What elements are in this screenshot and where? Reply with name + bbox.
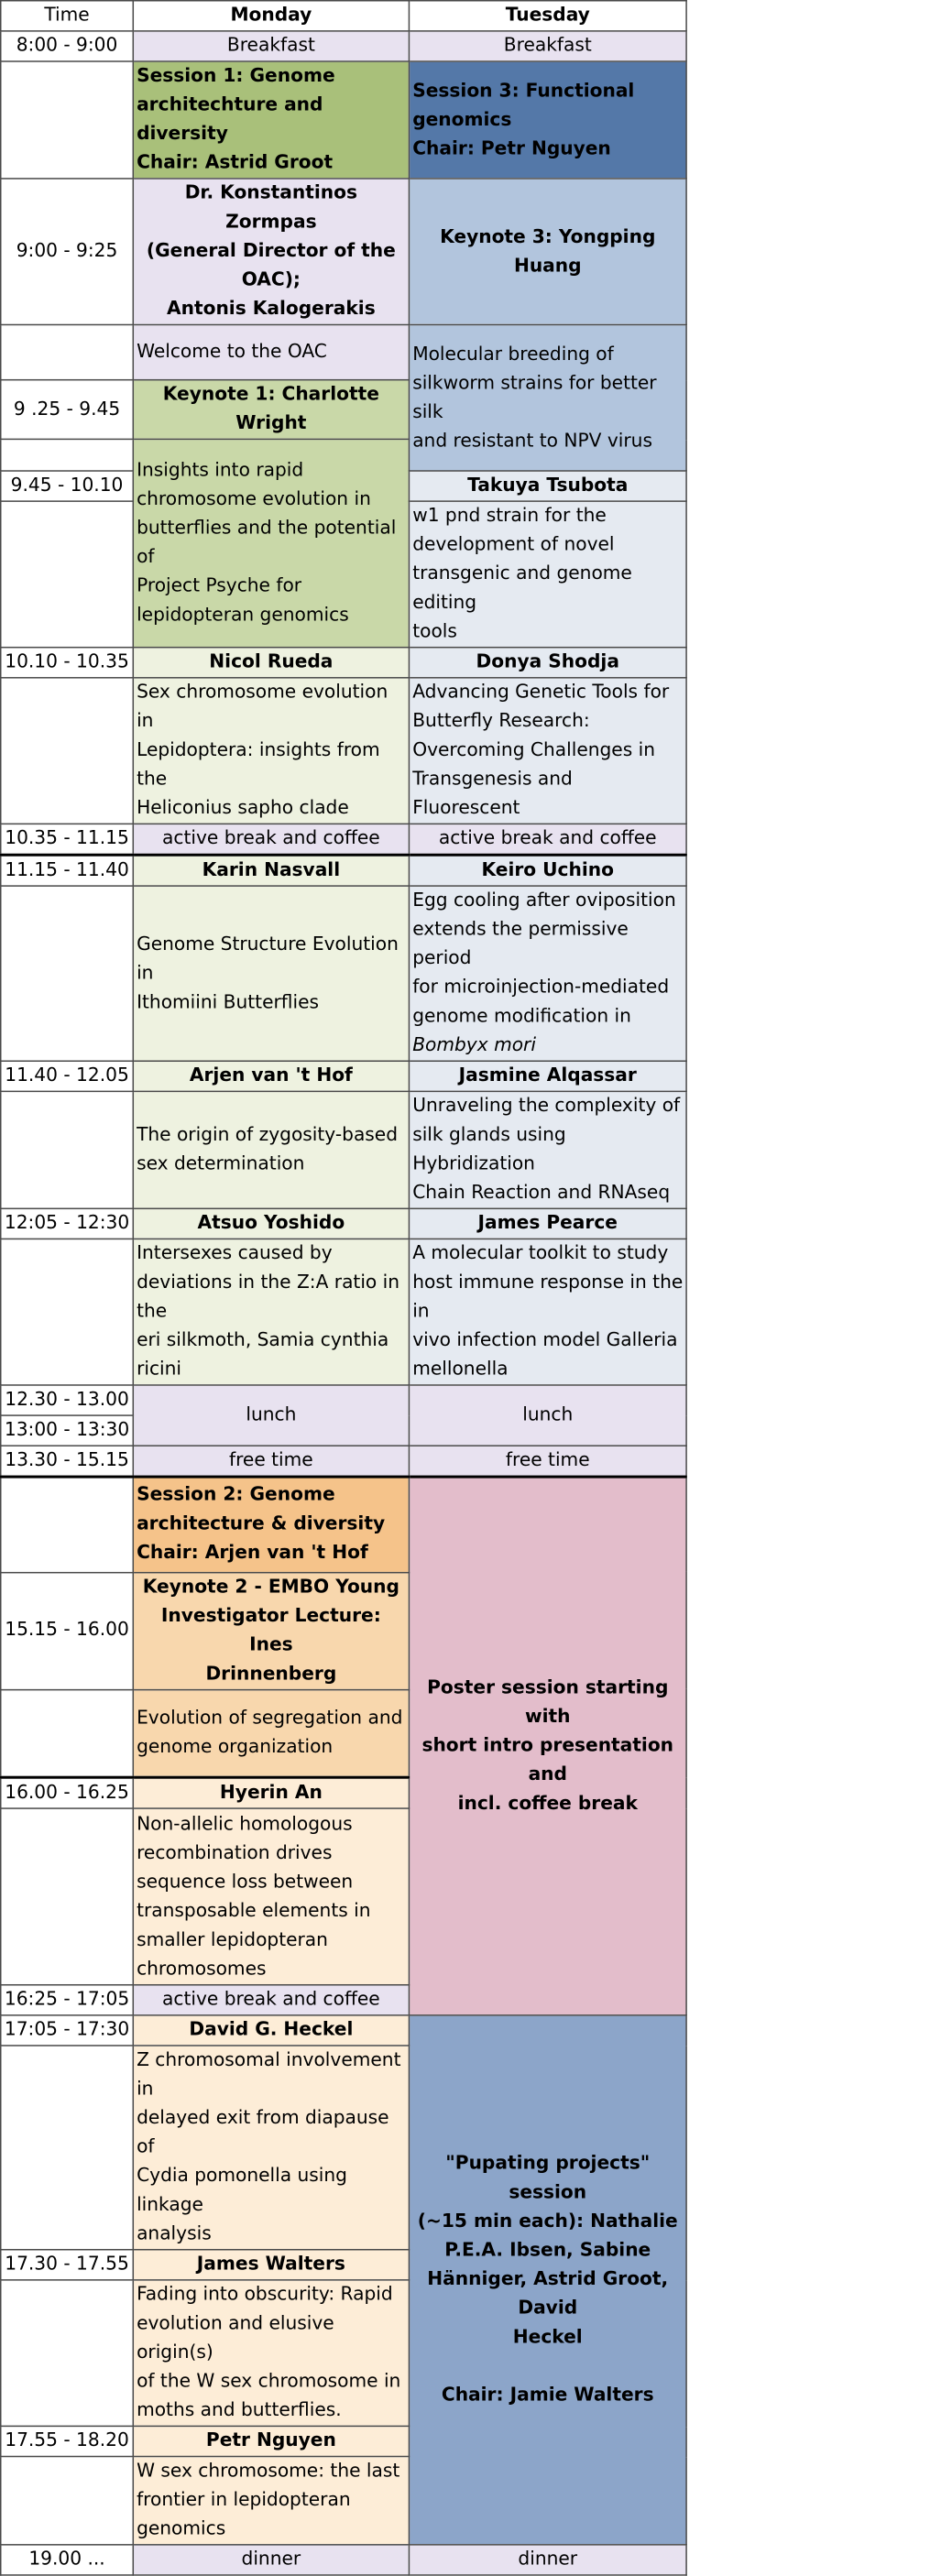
schedule-row [1, 855, 686, 886]
talk-line: for microinjection-mediated [412, 977, 670, 999]
talk-line: smaller lepidopteran [137, 1929, 328, 1951]
talk-line: moths and butterflies. [137, 2400, 342, 2422]
monday-welcome-speakers [133, 179, 409, 325]
monday-free-time: free time [133, 1446, 409, 1477]
talk-line: Evolution of segregation and [137, 1708, 403, 1730]
talk-line: Advancing Genetic Tools for [412, 682, 670, 704]
talk-line: silkworm strains for better silk [412, 373, 657, 423]
talk-line: Genome Structure Evolution in [137, 933, 399, 984]
session3-chair: Chair: Petr Nguyen [412, 138, 611, 159]
pupating-projects-session [409, 2015, 686, 2545]
monday-talk-title [133, 1091, 409, 1208]
session2-header [133, 1477, 409, 1572]
tuesday-speaker: Takuya Tsubota [409, 471, 686, 501]
session3-header [409, 61, 686, 179]
schedule-row [1, 1208, 686, 1239]
monday-keynote2 [133, 1572, 409, 1689]
monday-lunch: lunch [133, 1385, 409, 1446]
talk-line: eri silkmoth, Samia cynthia [137, 1330, 389, 1352]
talk-line: Z chromosomal involvement in [137, 2050, 401, 2101]
talk-line: chromosome evolution in [137, 489, 371, 510]
time-cell: 16.00 - 16.25 [1, 1777, 134, 1808]
monday-talk-title [133, 2457, 409, 2545]
talk-line: mellonella [412, 1359, 509, 1381]
talk-line: evolution and elusive origin(s) [137, 2313, 334, 2363]
talk-line: Chain Reaction and RNAseq [412, 1183, 671, 1205]
tuesday-speaker: James Pearce [409, 1208, 686, 1239]
schedule-row [1, 1385, 686, 1415]
tuesday-speaker: Donya Shodja [409, 648, 686, 678]
talk-line: extends the permissive period [412, 919, 629, 970]
time-cell-empty [1, 678, 134, 824]
time-cell-empty [1, 1239, 134, 1385]
time-cell: 8:00 - 9:00 [1, 31, 134, 61]
tuesday-talk-title [409, 1239, 686, 1385]
talk-line: Overcoming Challenges in [412, 740, 656, 761]
time-cell: 12.30 - 13.00 [1, 1385, 134, 1415]
session1-chair: Chair: Astrid Groot [137, 153, 334, 174]
pupating-line: "Pupating projects" session [445, 2154, 651, 2204]
monday-welcome-title: Welcome to the OAC [133, 324, 409, 379]
talk-line: A molecular toolkit to study [412, 1243, 669, 1265]
talk-line: The origin of zygosity-based [137, 1125, 399, 1146]
monday-speaker: Hyerin An [133, 1777, 409, 1808]
talk-line: Unraveling the complexity of [412, 1096, 681, 1118]
talk-line: Cydia pomonella using linkage [137, 2166, 347, 2216]
pupating-line: (~15 min each): Nathalie [417, 2211, 678, 2232]
talk-line: lepidopteran genomics [137, 605, 349, 627]
monday-talk-title [133, 886, 409, 1061]
speaker-line: Dr. Konstantinos Zormpas [184, 183, 358, 234]
header-time: Time [1, 1, 134, 31]
monday-talk-title [133, 1689, 409, 1777]
talk-line: Non-allelic homologous [137, 1814, 353, 1835]
pupating-line: Heckel [512, 2327, 583, 2349]
pupating-line: P.E.A. Ibsen, Sabine [444, 2240, 651, 2262]
schedule-row [1, 179, 686, 325]
monday-coffee-break: active break and coffee [133, 1985, 409, 2015]
time-cell-empty [1, 2046, 134, 2250]
tuesday-talk-title [409, 886, 686, 1061]
monday-speaker: Nicol Rueda [133, 648, 409, 678]
time-cell: 17.55 - 18.20 [1, 2426, 134, 2456]
tuesday-keynote3: Keynote 3: Yongping Huang [409, 179, 686, 325]
time-cell-empty [1, 2457, 134, 2545]
header-row [1, 1, 686, 31]
talk-line: genomics [137, 2519, 226, 2540]
speaker-line: Antonis Kalogerakis [167, 299, 376, 321]
talk-line: butterflies and the potential of [137, 518, 397, 569]
schedule-row [1, 1061, 686, 1091]
monday-breakfast: Breakfast [133, 31, 409, 61]
time-cell: 10.10 - 10.35 [1, 648, 134, 678]
time-cell-empty [1, 1808, 134, 1985]
tuesday-talk-title [409, 1091, 686, 1208]
monday-talk-title [133, 678, 409, 824]
keynote-line: Keynote 2 - EMBO Young [142, 1577, 399, 1598]
session2-line1: Session 2: Genome [137, 1485, 335, 1507]
talk-line: Insights into rapid [137, 460, 304, 482]
talk-line: host immune response in the in [412, 1272, 684, 1323]
talk-line: chromosomes [137, 1959, 267, 1980]
monday-talk-title [133, 1239, 409, 1385]
time-cell: 13.30 - 15.15 [1, 1446, 134, 1477]
talk-line: genome modification in [412, 1006, 631, 1028]
time-cell-empty [1, 1477, 134, 1572]
time-cell: 17:05 - 17:30 [1, 2015, 134, 2046]
time-cell: 11.15 - 11.40 [1, 855, 134, 886]
monday-talk-title [133, 1808, 409, 1985]
monday-coffee-break: active break and coffee [133, 824, 409, 855]
tuesday-speaker: Keiro Uchino [409, 855, 686, 886]
tuesday-dinner: dinner [409, 2545, 686, 2575]
session2-line2: architecture & diversity [137, 1514, 386, 1535]
monday-speaker: James Walters [133, 2250, 409, 2280]
spacer [412, 2352, 683, 2382]
talk-line: Egg cooling after oviposition [412, 890, 676, 911]
monday-dinner: dinner [133, 2545, 409, 2575]
time-cell: 9.45 - 10.10 [1, 471, 134, 501]
session3-line2: genomics [412, 109, 512, 131]
monday-speaker: Karin Nasvall [133, 855, 409, 886]
talk-line: vivo infection model Galleria [412, 1330, 678, 1352]
talk-line: development of novel [412, 535, 615, 556]
poster-session [409, 1477, 686, 2015]
pupating-chair: Chair: Jamie Walters [441, 2385, 654, 2407]
talk-line: delayed exit from diapause of [137, 2108, 389, 2158]
schedule-row [1, 324, 686, 379]
schedule-row [1, 1239, 686, 1385]
tuesday-talk-title [409, 324, 686, 471]
schedule-row [1, 648, 686, 678]
schedule-row [1, 2545, 686, 2575]
talk-line: Intersexes caused by [137, 1243, 333, 1265]
talk-line: recombination drives [137, 1842, 333, 1864]
talk-line: Heliconius sapho clade [137, 798, 349, 820]
time-cell-empty [1, 2280, 134, 2427]
time-cell-empty [1, 439, 134, 471]
talk-line: of the W sex chromosome in [137, 2371, 401, 2393]
session1-line1: Session 1: Genome [137, 66, 335, 87]
monday-speaker: Petr Nguyen [133, 2426, 409, 2456]
talk-line: transposable elements in [137, 1900, 371, 1922]
talk-line: sequence loss between [137, 1872, 354, 1893]
keynote-line: Investigator Lecture: Ines [160, 1605, 381, 1655]
schedule-row [1, 1477, 686, 1572]
pupating-line: Hänniger, Astrid Groot, David [427, 2269, 669, 2319]
schedule-row [1, 1446, 686, 1477]
schedule-row [1, 1091, 686, 1208]
talk-line: Transgenesis and Fluorescent [412, 769, 573, 820]
session3-line1: Session 3: Functional [412, 81, 635, 102]
schedule-row [1, 31, 686, 61]
talk-line: Molecular breeding of [412, 344, 614, 366]
header-monday: Monday [133, 1, 409, 31]
header-tuesday: Tuesday [409, 1, 686, 31]
tuesday-breakfast: Breakfast [409, 31, 686, 61]
time-cell: 16:25 - 17:05 [1, 1985, 134, 2015]
schedule-row [1, 824, 686, 855]
talk-line: Sex chromosome evolution in [137, 682, 388, 733]
time-cell-empty [1, 1689, 134, 1777]
time-cell: 12:05 - 12:30 [1, 1208, 134, 1239]
time-cell-empty [1, 1091, 134, 1208]
talk-line-italic: Bombyx mori [412, 1035, 536, 1056]
monday-talk-title [133, 2046, 409, 2250]
time-cell: 17.30 - 17.55 [1, 2250, 134, 2280]
session1-line2: architechture and diversity [137, 94, 323, 146]
talk-line: deviations in the Z:A ratio in the [137, 1272, 400, 1323]
talk-line: genome organization [137, 1737, 334, 1758]
monday-keynote1-title [133, 439, 409, 647]
tuesday-coffee-break: active break and coffee [409, 824, 686, 855]
keynote-line: Drinnenberg [205, 1664, 337, 1685]
time-cell-empty [1, 501, 134, 648]
monday-speaker: Arjen van 't Hof [133, 1061, 409, 1091]
talk-line: Project Psyche for [137, 576, 302, 597]
talk-line: Ithomiini Butterflies [137, 991, 320, 1013]
tuesday-speaker: Jasmine Alqassar [409, 1061, 686, 1091]
time-cell: 15.15 - 16.00 [1, 1572, 134, 1689]
talk-line: W sex chromosome: the last [137, 2461, 400, 2483]
time-cell-empty [1, 886, 134, 1061]
tuesday-talk-title [409, 678, 686, 824]
monday-speaker: David G. Heckel [133, 2015, 409, 2046]
talk-line: Lepidoptera: insights from the [137, 740, 380, 791]
schedule-row [1, 886, 686, 1061]
talk-line: sex determination [137, 1153, 305, 1175]
talk-line: analysis [137, 2223, 212, 2245]
tuesday-talk-title [409, 501, 686, 648]
talk-line: tools [412, 621, 457, 643]
talk-line: frontier in lepidopteran [137, 2490, 351, 2511]
schedule-row [1, 61, 686, 179]
time-cell: 19.00 ... [1, 2545, 134, 2575]
monday-talk-title [133, 2280, 409, 2427]
poster-line: Poster session starting with [427, 1677, 669, 1729]
tuesday-free-time: free time [409, 1446, 686, 1477]
monday-speaker: Atsuo Yoshido [133, 1208, 409, 1239]
time-cell: 11.40 - 12.05 [1, 1061, 134, 1091]
talk-line: silk glands using Hybridization [412, 1125, 566, 1175]
time-cell-empty [1, 324, 134, 379]
talk-line: w1 pnd strain for the [412, 506, 607, 527]
session1-header [133, 61, 409, 179]
schedule-row [1, 2015, 686, 2046]
tuesday-lunch: lunch [409, 1385, 686, 1446]
schedule-row [1, 678, 686, 824]
poster-line: short intro presentation and [421, 1736, 674, 1786]
talk-line: and resistant to NPV virus [412, 431, 652, 452]
time-cell: 9 .25 - 9.45 [1, 380, 134, 440]
speaker-line: (General Director of the OAC); [146, 241, 396, 291]
monday-keynote1: Keynote 1: Charlotte Wright [133, 380, 409, 440]
time-cell-empty [1, 61, 134, 179]
talk-line: ricini [137, 1359, 182, 1381]
time-cell: 9:00 - 9:25 [1, 179, 134, 325]
talk-line: transgenic and genome editing [412, 563, 632, 614]
talk-line: Fading into obscurity: Rapid [137, 2285, 393, 2306]
time-cell: 10.35 - 11.15 [1, 824, 134, 855]
poster-line: incl. coffee break [457, 1794, 638, 1815]
time-cell: 13:00 - 13:30 [1, 1415, 134, 1446]
talk-line: Butterfly Research: [412, 711, 590, 733]
session2-chair: Chair: Arjen van 't Hof [137, 1543, 368, 1565]
